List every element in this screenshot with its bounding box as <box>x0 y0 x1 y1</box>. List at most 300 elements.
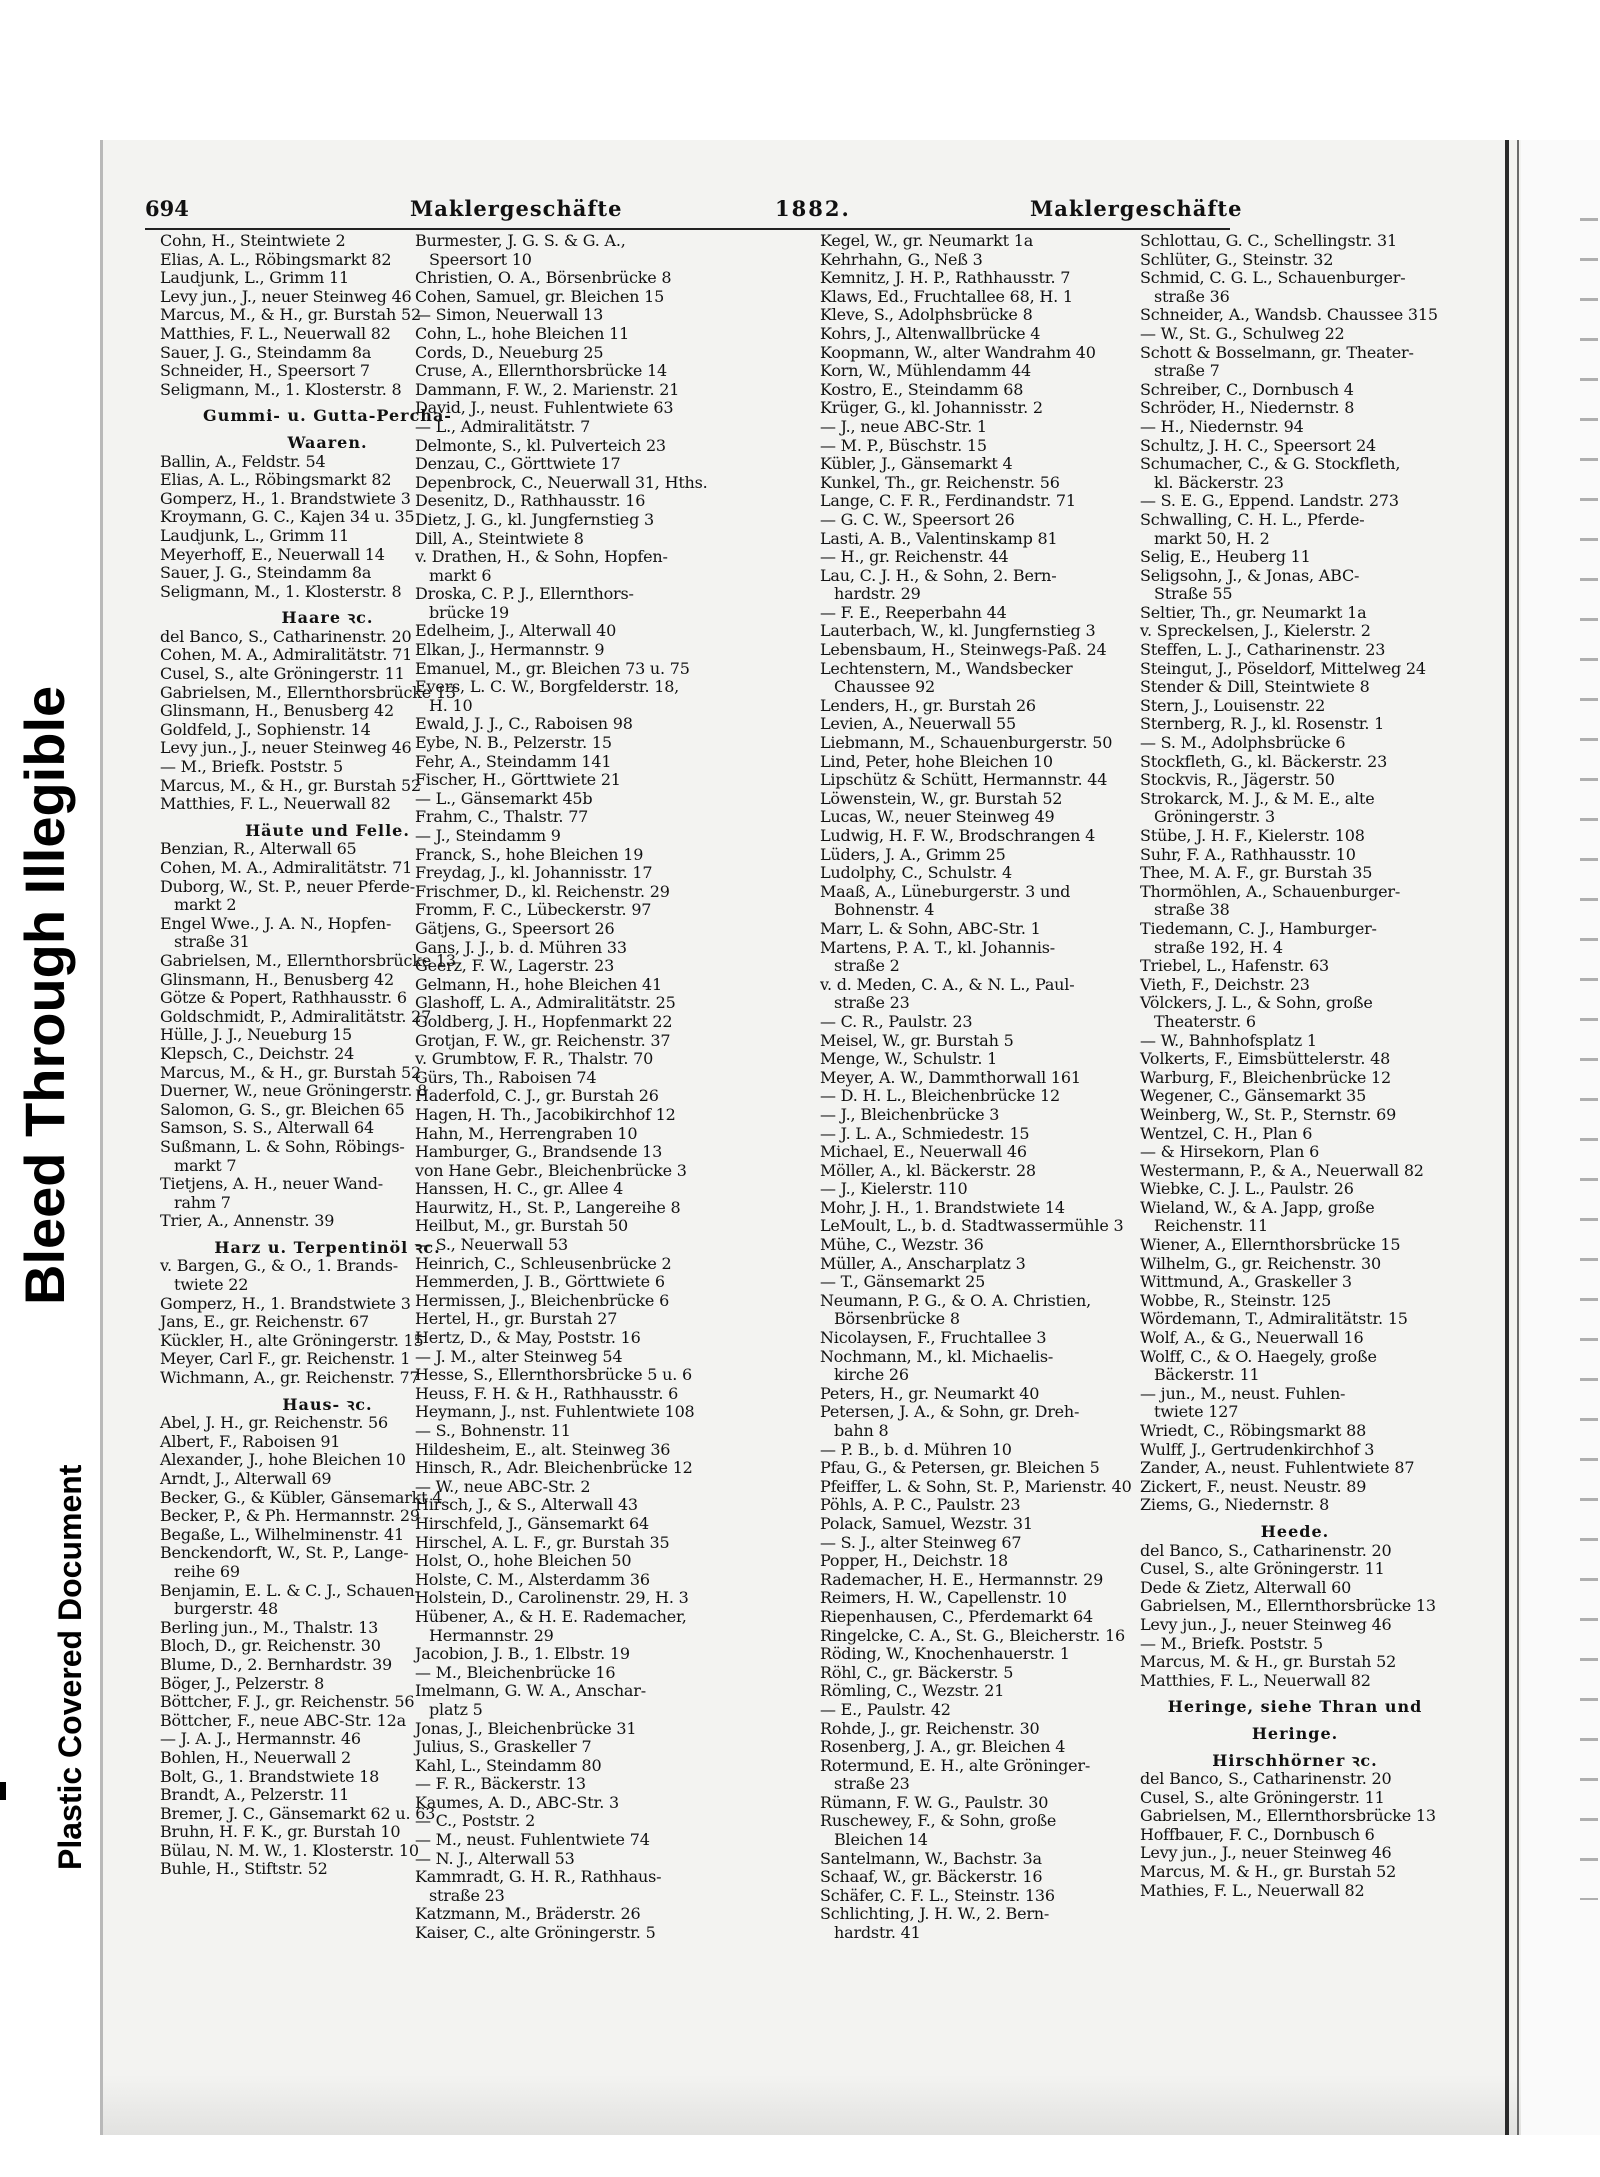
listing-entry: — M., Bleichenbrücke 16 <box>415 1662 616 1682</box>
listing-entry: Glinsmann, H., Benusberg 42 <box>160 701 394 721</box>
listing-continuation: straße 38 <box>1154 900 1230 920</box>
listing-entry: Cusel, S., alte Gröningerstr. 11 <box>160 664 405 684</box>
listing-entry: Weinberg, W., St. P., Sternstr. 69 <box>1140 1104 1397 1124</box>
listing-entry: Bülau, N. M. W., 1. Klosterstr. 10 <box>160 1840 419 1860</box>
listing-entry: Depenbrock, C., Neuerwall 31, Hths. <box>415 472 708 492</box>
listing-continuation: Speersort 10 <box>429 249 532 269</box>
listing-entry: Duerner, W., neue Gröningerstr. 8 <box>160 1081 428 1101</box>
listing-entry: Bruhn, H. F. K., gr. Burstah 10 <box>160 1822 401 1842</box>
listing-entry: Kückler, H., alte Gröningerstr. 15 <box>160 1330 424 1350</box>
listing-entry: Lasti, A. B., Valentinskamp 81 <box>820 528 1058 548</box>
listing-continuation: kirche 26 <box>834 1365 909 1385</box>
listing-entry: Hahn, M., Herrengraben 10 <box>415 1123 638 1143</box>
book-gutter <box>1505 140 1509 2135</box>
listing-entry: Cruse, A., Ellernthorsbrücke 14 <box>415 361 667 381</box>
listing-entry: — J., neue ABC-Str. 1 <box>820 416 987 436</box>
listing-entry: v. d. Meden, C. A., & N. L., Paul- <box>820 974 1075 994</box>
listing-entry: — W., Bahnhofsplatz 1 <box>1140 1030 1317 1050</box>
listing-entry: Levien, A., Neuerwall 55 <box>820 714 1017 734</box>
listing-entry: Strokarck, M. J., & M. E., alte <box>1140 788 1375 808</box>
listing-entry: Brandt, A., Pelzerstr. 11 <box>160 1785 350 1805</box>
listing-entry: Seligmann, M., 1. Klosterstr. 8 <box>160 581 402 601</box>
book-gutter-shadow <box>1517 140 1519 2135</box>
listing-entry: — L., Admiralitätstr. 7 <box>415 416 591 436</box>
listing-entry: Marcus, M., & H., gr. Burstah 52 <box>160 1062 421 1082</box>
listing-entry: — M. P., Büschstr. 15 <box>820 435 987 455</box>
listing-entry: Alexander, J., hohe Bleichen 10 <box>160 1450 406 1470</box>
section-heading: Haare ꝛc. <box>281 608 374 628</box>
listing-entry: Cusel, S., alte Gröningerstr. 11 <box>1140 1559 1385 1579</box>
listing-entry: Tietjens, A. H., neuer Wand- <box>160 1174 383 1194</box>
listing-entry: Kübler, J., Gänsemarkt 4 <box>820 454 1013 474</box>
listing-entry: Jacobion, J. B., 1. Elbstr. 19 <box>415 1644 630 1664</box>
listing-entry: Goldfeld, J., Sophienstr. 14 <box>160 719 371 739</box>
listing-entry: — W., St. G., Schulweg 22 <box>1140 323 1345 343</box>
listing-continuation: hardstr. 41 <box>834 1923 921 1943</box>
listing-continuation: hardstr. 29 <box>834 584 921 604</box>
listing-entry: Wentzel, C. H., Plan 6 <box>1140 1123 1313 1143</box>
running-title-right: Maklergeschäfte <box>1030 196 1243 221</box>
listing-entry: Seltier, Th., gr. Neumarkt 1a <box>1140 602 1367 622</box>
listing-entry: Wriedt, C., Röbingsmarkt 88 <box>1140 1421 1367 1440</box>
listing-continuation: reihe 69 <box>174 1561 240 1581</box>
listing-continuation: platz 5 <box>429 1699 483 1719</box>
listing-entry: Schumacher, C., & G. Stockfleth, <box>1140 454 1401 474</box>
listing-entry: Duborg, W., St. P., neuer Pferde- <box>160 876 415 896</box>
listing-entry: v. Grumbtow, F. R., Thalstr. 70 <box>415 1049 654 1069</box>
listing-entry: Lipschütz & Schütt, Hermannstr. 44 <box>820 770 1108 790</box>
listing-entry: Lebensbaum, H., Steinwegs-Paß. 24 <box>820 640 1107 660</box>
listing-entry: Seligsohn, J., & Jonas, ABC- <box>1140 565 1360 585</box>
listing-entry: Gürs, Th., Raboisen 74 <box>415 1067 597 1087</box>
listing-entry: Möller, A., kl. Bäckerstr. 28 <box>820 1160 1036 1180</box>
listing-entry: — M., Briefk. Poststr. 5 <box>1140 1633 1323 1653</box>
listing-entry: Lenders, H., gr. Burstah 26 <box>820 695 1036 715</box>
listing-entry: Wobbe, R., Steinstr. 125 <box>1140 1290 1332 1310</box>
listing-entry: Desenitz, D., Rathhausstr. 16 <box>415 491 646 511</box>
listing-continuation: burgerstr. 48 <box>174 1599 279 1619</box>
listing-entry: Becker, P., & Ph. Hermannstr. 29 <box>160 1506 420 1526</box>
listing-entry: Franck, S., hohe Bleichen 19 <box>415 844 644 864</box>
listing-entry: — J. A. J., Hermannstr. 46 <box>160 1729 361 1749</box>
listing-entry: Blume, D., 2. Bernhardstr. 39 <box>160 1654 393 1674</box>
listing-continuation: markt 2 <box>174 895 237 915</box>
listing-entry: Tiedemann, C. J., Hamburger- <box>1140 918 1377 938</box>
listing-entry: Cohen, M. A., Admiralitätstr. 71 <box>160 645 413 665</box>
listing-entry: — W., neue ABC-Str. 2 <box>415 1476 591 1496</box>
listing-entry: — S. E. G., Eppend. Landstr. 273 <box>1140 491 1399 511</box>
listing-entry: — J. M., alter Steinweg 54 <box>415 1346 623 1366</box>
listing-entry: Koopmann, W., alter Wandrahm 40 <box>820 342 1096 362</box>
listing-entry: Ballin, A., Feldstr. 54 <box>160 451 326 471</box>
listing-entry: Santelmann, W., Bachstr. 3a <box>820 1848 1042 1868</box>
listing-entry: Kaumes, A. D., ABC-Str. 3 <box>415 1792 619 1812</box>
listing-entry: Elias, A. L., Röbingsmarkt 82 <box>160 249 392 269</box>
listing-entry: — T., Gänsemarkt 25 <box>820 1272 986 1292</box>
listing-entry: Kahl, L., Steindamm 80 <box>415 1755 602 1775</box>
listing-continuation: straße 2 <box>834 956 900 976</box>
listing-continuation: straße 192, H. 4 <box>1154 937 1283 957</box>
listing-entry: Heilbut, M., gr. Burstah 50 <box>415 1216 628 1236</box>
listing-entry: Christien, O. A., Börsenbrücke 8 <box>415 268 672 288</box>
listing-entry: Kehrhahn, G., Neß 3 <box>820 249 983 269</box>
listing-entry: Seligmann, M., 1. Klosterstr. 8 <box>160 379 402 399</box>
listing-entry: Kunkel, Th., gr. Reichenstr. 56 <box>820 472 1060 492</box>
listing-entry: — H., Niedernstr. 94 <box>1140 416 1304 436</box>
listing-entry: Wulff, J., Gertrudenkirchhof 3 <box>1140 1439 1375 1459</box>
listing-entry: Ewald, J. J., C., Raboisen 98 <box>415 714 633 734</box>
header-rule <box>145 228 1230 230</box>
listing-entry: Röhl, C., gr. Bäckerstr. 5 <box>820 1662 1014 1682</box>
listing-entry: Rademacher, H. E., Hermannstr. 29 <box>820 1569 1104 1589</box>
listing-entry: Ludolphy, C., Schulstr. 4 <box>820 863 1013 883</box>
listing-entry: Menge, W., Schulstr. 1 <box>820 1049 998 1069</box>
listing-entry: Hermissen, J., Bleichenbrücke 6 <box>415 1290 670 1310</box>
listing-entry: Cohen, M. A., Admiralitätstr. 71 <box>160 858 413 877</box>
listing-entry: Steingut, J., Pöseldorf, Mittelweg 24 <box>1140 658 1426 678</box>
listing-entry: Lange, C. F. R., Ferdinandstr. 71 <box>820 491 1076 511</box>
listing-entry: Freydag, J., kl. Johannisstr. 17 <box>415 863 653 883</box>
listing-entry: Wiener, A., Ellernthorsbrücke 15 <box>1140 1235 1401 1255</box>
listing-entry: Michael, E., Neuerwall 46 <box>820 1142 1027 1162</box>
listing-entry: Lechtenstern, M., Wandsbecker <box>820 658 1073 678</box>
listing-continuation: straße 23 <box>834 1774 910 1794</box>
listing-entry: Sauer, J. G., Steindamm 8a <box>160 342 372 362</box>
listing-entry: — C. R., Paulstr. 23 <box>820 1011 973 1031</box>
listing-entry: Bolt, G., 1. Brandstwiete 18 <box>160 1766 380 1786</box>
listing-entry: Goldberg, J. H., Hopfenmarkt 22 <box>415 1011 673 1031</box>
listing-continuation: Börsenbrücke 8 <box>834 1309 960 1329</box>
listing-entry: Gelmann, H., hohe Bleichen 41 <box>415 974 663 994</box>
listing-continuation: twiete 127 <box>1154 1402 1239 1422</box>
listing-entry: Arndt, J., Alterwall 69 <box>160 1469 332 1488</box>
listing-entry: Krüger, G., kl. Johannisstr. 2 <box>820 398 1043 418</box>
listing-entry: — D. H. L., Bleichenbrücke 12 <box>820 1086 1060 1106</box>
listing-entry: Martens, P. A. T., kl. Johannis- <box>820 937 1055 957</box>
listing-entry: Neumann, P. G., & O. A. Christien, <box>820 1290 1091 1310</box>
listing-entry: Hirsch, J., & S., Alterwall 43 <box>415 1495 638 1515</box>
listing-entry: Wiebke, C. J. L., Paulstr. 26 <box>1140 1179 1354 1199</box>
listing-entry: Polack, Samuel, Wezstr. 31 <box>820 1513 1033 1533</box>
listing-entry: — F. E., Reeperbahn 44 <box>820 602 1007 622</box>
listing-entry: Hübener, A., & H. E. Rademacher, <box>415 1606 687 1626</box>
listing-entry: — F. R., Bäckerstr. 13 <box>415 1774 586 1794</box>
listing-entry: del Banco, S., Catharinenstr. 20 <box>160 626 412 646</box>
listing-entry: Matthies, F. L., Neuerwall 82 <box>1140 1670 1371 1690</box>
listing-entry: Nochmann, M., kl. Michaelis- <box>820 1346 1054 1366</box>
column-3 <box>820 232 1130 1943</box>
listing-entry: Droska, C. P. J., Ellernthors- <box>415 584 634 604</box>
listing-entry: Dede & Zietz, Alterwall 60 <box>1140 1577 1352 1597</box>
listing-entry: Hoffbauer, F. C., Dornbusch 6 <box>1140 1824 1375 1844</box>
listing-entry: Holste, C. M., Alsterdamm 36 <box>415 1569 650 1589</box>
listing-entry: Wolf, A., & G., Neuerwall 16 <box>1140 1328 1364 1348</box>
listing-entry: Kostro, E., Steindamm 68 <box>820 379 1024 399</box>
listing-continuation: Bohnenstr. 4 <box>834 900 935 920</box>
edge-mark <box>0 1782 6 1800</box>
listing-entry: Eybe, N. B., Pelzerstr. 15 <box>415 733 612 753</box>
listing-continuation: brücke 19 <box>429 602 509 622</box>
listing-entry: Buhle, H., Stiftstr. 52 <box>160 1859 328 1879</box>
listing-entry: Schlichting, J. H. W., 2. Bern- <box>820 1904 1050 1924</box>
listing-entry: Kemnitz, J. H. P., Rathhausstr. 7 <box>820 268 1071 288</box>
listing-continuation: straße 36 <box>1154 286 1230 306</box>
listing-continuation: kl. Bäckerstr. 23 <box>1154 472 1284 492</box>
listing-entry: — S. J., alter Steinweg 67 <box>820 1532 1022 1552</box>
page-number: 694 <box>145 196 189 221</box>
listing-entry: Ludwig, H. F. W., Brodschrangen 4 <box>820 826 1096 845</box>
listing-entry: Marr, L. & Sohn, ABC-Str. 1 <box>820 918 1041 938</box>
listing-entry: Ruschewey, F., & Sohn, große <box>820 1811 1057 1831</box>
section-heading: Heringe, siehe Thran und <box>1167 1697 1423 1717</box>
listing-entry: v. Drathen, H., & Sohn, Hopfen- <box>415 547 668 567</box>
listing-entry: Müller, A., Anscharplatz 3 <box>820 1253 1026 1273</box>
listing-entry: Evers, L. C. W., Borgfelderstr. 18, <box>415 677 680 697</box>
listing-entry: Rosenberg, J. A., gr. Bleichen 4 <box>820 1737 1066 1757</box>
listing-entry: Haurwitz, H., St. P., Langereihe 8 <box>415 1197 681 1217</box>
listing-entry: Pfeiffer, L. & Sohn, St. P., Marienstr. 40 <box>820 1476 1132 1496</box>
listing-entry: v. Spreckelsen, J., Kielerstr. 2 <box>1140 621 1371 641</box>
listing-entry: del Banco, S., Catharinenstr. 20 <box>1140 1769 1392 1789</box>
listing-entry: Gabrielsen, M., Ellernthorsbrücke 13 <box>1140 1596 1436 1616</box>
listing-continuation: Bäckerstr. 11 <box>1154 1365 1260 1385</box>
listing-entry: Selig, E., Heuberg 11 <box>1140 547 1311 567</box>
listing-entry: Gabrielsen, M., Ellernthorsbrücke 13 <box>160 950 456 970</box>
listing-entry: Cusel, S., alte Gröningerstr. 11 <box>1140 1787 1385 1807</box>
listing-entry: David, J., neust. Fuhlentwiete 63 <box>415 398 674 418</box>
listing-entry: — J., Bleichenbrücke 3 <box>820 1104 1000 1124</box>
page-header <box>145 196 1243 230</box>
listing-entry: Matthies, F. L., Neuerwall 82 <box>160 794 391 814</box>
listing-entry: Schwalling, C. H. L., Pferde- <box>1140 509 1365 529</box>
listing-entry: Steffen, L. J., Catharinenstr. 23 <box>1140 640 1386 660</box>
listing-continuation: rahm 7 <box>174 1192 231 1212</box>
listing-entry: Thormöhlen, A., Schauenburger- <box>1140 881 1401 901</box>
listing-entry: Wittmund, A., Graskeller 3 <box>1140 1272 1352 1292</box>
section-heading: Harz u. Terpentinöl ꝛc. <box>214 1237 441 1257</box>
listing-entry: Emanuel, M., gr. Bleichen 73 u. 75 <box>415 658 690 678</box>
listing-entry: — P. B., b. d. Mühren 10 <box>820 1439 1012 1459</box>
section-heading: Heringe. <box>1251 1723 1339 1743</box>
listing-entry: Lucas, W., neuer Steinweg 49 <box>820 807 1055 827</box>
listing-continuation: straße 7 <box>1154 361 1220 381</box>
plastic-covered-label: Plastic Covered Document <box>52 1464 88 1870</box>
listing-entry: Schlottau, G. C., Schellingstr. 31 <box>1140 231 1398 250</box>
listing-entry: Kroymann, G. C., Kajen 34 u. 35 <box>160 507 415 527</box>
listing-entry: Thee, M. A. F., gr. Burstah 35 <box>1140 863 1373 883</box>
listing-entry: Heuss, F. H. & H., Rathhausstr. 6 <box>415 1383 679 1403</box>
listing-entry: Cohen, Samuel, gr. Bleichen 15 <box>415 286 665 306</box>
listing-entry: Cohn, L., hohe Bleichen 11 <box>415 323 630 343</box>
listing-entry: — Simon, Neuerwall 13 <box>415 305 604 325</box>
listing-entry: Imelmann, G. W. A., Anschar- <box>415 1681 646 1701</box>
listing-entry: Heymann, J., nst. Fuhlentwiete 108 <box>415 1402 695 1422</box>
listing-entry: Mühe, C., Wezstr. 36 <box>820 1235 984 1255</box>
listing-entry: Popper, H., Deichstr. 18 <box>820 1551 1008 1571</box>
listing-entry: Levy jun., J., neuer Steinweg 46 <box>1140 1614 1392 1634</box>
listing-entry: Liebmann, M., Schauenburgerstr. 50 <box>820 733 1113 753</box>
listing-entry: — J., Kielerstr. 110 <box>820 1179 968 1199</box>
listing-entry: Korn, W., Mühlendamm 44 <box>820 361 1032 381</box>
listing-entry: Benckendorft, W., St. P., Lange- <box>160 1543 409 1563</box>
listing-entry: Levy jun., J., neuer Steinweg 46 <box>160 286 412 306</box>
listing-entry: Röding, W., Knochenhauerstr. 1 <box>820 1644 1070 1664</box>
listing-entry: Matthies, F. L., Neuerwall 82 <box>160 323 391 343</box>
listing-entry: Benjamin, E. L. & C. J., Schauen- <box>160 1580 420 1600</box>
listing-entry: Lüders, J. A., Grimm 25 <box>820 844 1006 864</box>
listing-entry: Klepsch, C., Deichstr. 24 <box>160 1043 355 1063</box>
listing-entry: Bohlen, H., Neuerwall 2 <box>160 1747 351 1767</box>
listing-entry: Hertel, H., gr. Burstah 27 <box>415 1309 618 1329</box>
listing-entry: Ringelcke, C. A., St. G., Bleicherstr. 16 <box>820 1625 1125 1645</box>
listing-entry: Zickert, F., neust. Neustr. 89 <box>1140 1476 1367 1496</box>
listing-entry: Gätjens, G., Speersort 26 <box>415 918 615 938</box>
listing-entry: Meyerhoff, E., Neuerwall 14 <box>160 544 385 564</box>
listing-entry: Gabrielsen, M., Ellernthorsbrücke 13 <box>160 682 456 702</box>
listing-entry: Schreiber, C., Dornbusch 4 <box>1140 379 1354 399</box>
listing-entry: Fehr, A., Steindamm 141 <box>415 751 612 771</box>
listing-entry: Dill, A., Steintwiete 8 <box>415 528 584 548</box>
listing-entry: Fromm, F. C., Lübeckerstr. 97 <box>415 900 652 920</box>
listing-entry: Gabrielsen, M., Ellernthorsbrücke 13 <box>1140 1806 1436 1826</box>
listing-entry: Delmonte, S., kl. Pulverteich 23 <box>415 435 666 455</box>
section-heading: Hirschhörner ꝛc. <box>1212 1750 1378 1770</box>
bleed-through-label: Bleed Through Illegible <box>13 685 76 1305</box>
listing-entry: — C., Poststr. 2 <box>415 1811 536 1831</box>
listing-entry: Katzmann, M., Bräderstr. 26 <box>415 1904 641 1924</box>
listing-entry: Becker, G., & Kübler, Gänsemarkt 4 <box>160 1487 443 1507</box>
listing-entry: Kaiser, C., alte Gröningerstr. 5 <box>415 1923 656 1943</box>
listing-entry: Sußmann, L. & Sohn, Röbings- <box>160 1136 405 1156</box>
listing-entry: Holstein, D., Carolinenstr. 29, H. 3 <box>415 1588 689 1608</box>
listing-entry: Kohrs, J., Altenwallbrücke 4 <box>820 323 1041 343</box>
listing-entry: Vieth, F., Deichstr. 23 <box>1140 974 1310 994</box>
listing-entry: Nicolaysen, F., Fruchtallee 3 <box>820 1328 1047 1348</box>
listing-continuation: straße 23 <box>834 993 910 1013</box>
listing-entry: Klaws, Ed., Fruchtallee 68, H. 1 <box>820 286 1073 306</box>
listing-entry: — S. M., Adolphsbrücke 6 <box>1140 733 1346 753</box>
column-4 <box>1140 232 1450 1900</box>
listing-entry: Julius, S., Graskeller 7 <box>415 1737 592 1757</box>
listing-entry: — H., gr. Reichenstr. 44 <box>820 547 1009 567</box>
listing-entry: Mathies, F. L., Neuerwall 82 <box>1140 1880 1365 1900</box>
listing-entry: Salomon, G. S., gr. Bleichen 65 <box>160 1099 405 1119</box>
listing-entry: Pöhls, A. P. C., Paulstr. 23 <box>820 1495 1021 1515</box>
listing-entry: Stender & Dill, Steintwiete 8 <box>1140 677 1370 697</box>
listing-entry: Grotjan, F. W., gr. Reichenstr. 37 <box>415 1030 671 1050</box>
listing-entry: — L., Gänsemarkt 45b <box>415 788 593 808</box>
listing-entry: Marcus, M., & H., gr. Burstah 52 <box>160 775 421 795</box>
section-heading: Häute und Felle. <box>245 820 410 840</box>
listing-entry: Albert, F., Raboisen 91 <box>160 1431 341 1451</box>
listing-entry: Lau, C. J. H., & Sohn, 2. Bern- <box>820 565 1057 585</box>
listing-entry: — M., neust. Fuhlentwiete 74 <box>415 1830 650 1850</box>
listing-entry: Frischmer, D., kl. Reichenstr. 29 <box>415 881 670 901</box>
listing-entry: Zander, A., neust. Fuhlentwiete 87 <box>1140 1458 1415 1478</box>
listing-entry: Stockvis, R., Jägerstr. 50 <box>1140 770 1335 790</box>
listing-continuation: H. 10 <box>429 695 473 715</box>
listing-entry: Cords, D., Neueburg 25 <box>415 342 604 362</box>
listing-entry: Ziems, G., Niedernstr. 8 <box>1140 1495 1330 1515</box>
listing-entry: Elkan, J., Hermannstr. 9 <box>415 640 605 660</box>
running-title-left: Maklergeschäfte <box>410 196 623 221</box>
listing-entry: Böttcher, F. J., gr. Reichenstr. 56 <box>160 1692 415 1712</box>
listing-entry: Abel, J. H., gr. Reichenstr. 56 <box>160 1413 388 1433</box>
listing-entry: Schott & Bosselmann, gr. Theater- <box>1140 342 1414 362</box>
listing-continuation: Chaussee 92 <box>834 677 935 697</box>
listing-entry: Schröder, H., Niedernstr. 8 <box>1140 398 1355 418</box>
listing-entry: Hemmerden, J. B., Görttwiete 6 <box>415 1272 665 1292</box>
listing-continuation: bahn 8 <box>834 1421 889 1440</box>
listing-entry: Marcus, M. & H., gr. Burstah 52 <box>1140 1652 1397 1672</box>
listing-entry: Stübe, J. H. F., Kielerstr. 108 <box>1140 826 1365 845</box>
listing-entry: Hülle, J. J., Neueburg 15 <box>160 1025 353 1045</box>
listing-entry: LeMoult, L., b. d. Stadtwassermühle 3 <box>820 1216 1124 1236</box>
listing-entry: Götze & Popert, Rathhausstr. 6 <box>160 988 407 1008</box>
listing-entry: — S., Neuerwall 53 <box>415 1235 568 1255</box>
listing-entry: Hamburger, G., Brandsende 13 <box>415 1142 663 1162</box>
listing-continuation: twiete 22 <box>174 1275 249 1295</box>
listing-entry: Berling jun., M., Thalstr. 13 <box>160 1617 379 1637</box>
section-heading: Gummi- u. Gutta-Percha- <box>203 406 452 426</box>
listing-entry: Wichmann, A., gr. Reichenstr. 77 <box>160 1368 420 1388</box>
listing-entry: Wilhelm, G., gr. Reichenstr. 30 <box>1140 1253 1381 1273</box>
section-heading: Haus- ꝛc. <box>282 1394 373 1414</box>
listing-entry: — & Hirsekorn, Plan 6 <box>1140 1142 1320 1162</box>
listing-entry: Begaße, L., Wilhelminenstr. 41 <box>160 1524 404 1544</box>
listing-entry: — J. L. A., Schmiedestr. 15 <box>820 1123 1030 1143</box>
listing-entry: Römling, C., Wezstr. 21 <box>820 1681 1005 1701</box>
listing-entry: von Hane Gebr., Bleichenbrücke 3 <box>415 1160 687 1180</box>
listing-entry: Sauer, J. G., Steindamm 8a <box>160 563 372 583</box>
listing-entry: Haderfold, C. J., gr. Burstah 26 <box>415 1086 659 1106</box>
listing-entry: Dietz, J. G., kl. Jungfernstieg 3 <box>415 509 654 529</box>
listing-entry: Kleve, S., Adolphsbrücke 8 <box>820 305 1033 325</box>
listing-entry: Laudjunk, L., Grimm 11 <box>160 268 349 288</box>
listing-entry: Engel Wwe., J. A. N., Hopfen- <box>160 913 392 933</box>
listing-entry: del Banco, S., Catharinenstr. 20 <box>1140 1540 1392 1560</box>
listing-entry: Riepenhausen, C., Pferdemarkt 64 <box>820 1606 1093 1626</box>
listing-entry: Hirschel, A. L. F., gr. Burstah 35 <box>415 1532 670 1552</box>
listing-entry: Volkerts, F., Eimsbüttelerstr. 48 <box>1140 1049 1391 1069</box>
listing-entry: Gans, J. J., b. d. Mühren 33 <box>415 937 627 957</box>
listing-continuation: Bleichen 14 <box>834 1830 928 1850</box>
listing-entry: Schneider, H., Speersort 7 <box>160 361 370 381</box>
listing-entry: Schneider, A., Wandsb. Chaussee 315 <box>1140 305 1438 325</box>
listing-entry: Rotermund, E. H., alte Gröninger- <box>820 1755 1091 1775</box>
listing-entry: Jonas, J., Bleichenbrücke 31 <box>415 1718 637 1738</box>
listing-entry: Hagen, H. Th., Jacobikirchhof 12 <box>415 1104 676 1124</box>
listing-entry: Bremer, J. C., Gänsemarkt 62 u. 63 <box>160 1803 436 1823</box>
listing-entry: Reimers, H. W., Capellenstr. 10 <box>820 1588 1067 1608</box>
listing-entry: Mohr, J. H., 1. Brandstwiete 14 <box>820 1197 1065 1217</box>
listing-continuation: Reichenstr. 11 <box>1154 1216 1268 1236</box>
listing-entry: Dammann, F. W., 2. Marienstr. 21 <box>415 379 680 399</box>
listing-entry: Trier, A., Annenstr. 39 <box>160 1211 335 1231</box>
listing-continuation: straße 31 <box>174 932 250 952</box>
listing-entry: Fischer, H., Görttwiete 21 <box>415 770 621 790</box>
listing-entry: Suhr, F. A., Rathhausstr. 10 <box>1140 844 1356 864</box>
listing-entry: Levy jun., J., neuer Steinweg 46 <box>160 738 412 758</box>
listing-entry: Peters, H., gr. Neumarkt 40 <box>820 1383 1040 1403</box>
listing-entry: Heinrich, C., Schleusenbrücke 2 <box>415 1253 672 1273</box>
listing-entry: — jun., M., neust. Fuhlen- <box>1140 1383 1346 1403</box>
listing-entry: Hesse, S., Ellernthorsbrücke 5 u. 6 <box>415 1365 693 1385</box>
listing-entry: Petersen, J. A., & Sohn, gr. Dreh- <box>820 1402 1080 1422</box>
listing-entry: Schaaf, W., gr. Bäckerstr. 16 <box>820 1867 1043 1887</box>
listing-entry: Burmester, J. G. S. & G. A., <box>415 231 626 250</box>
listing-entry: Glinsmann, H., Benusberg 42 <box>160 969 394 989</box>
